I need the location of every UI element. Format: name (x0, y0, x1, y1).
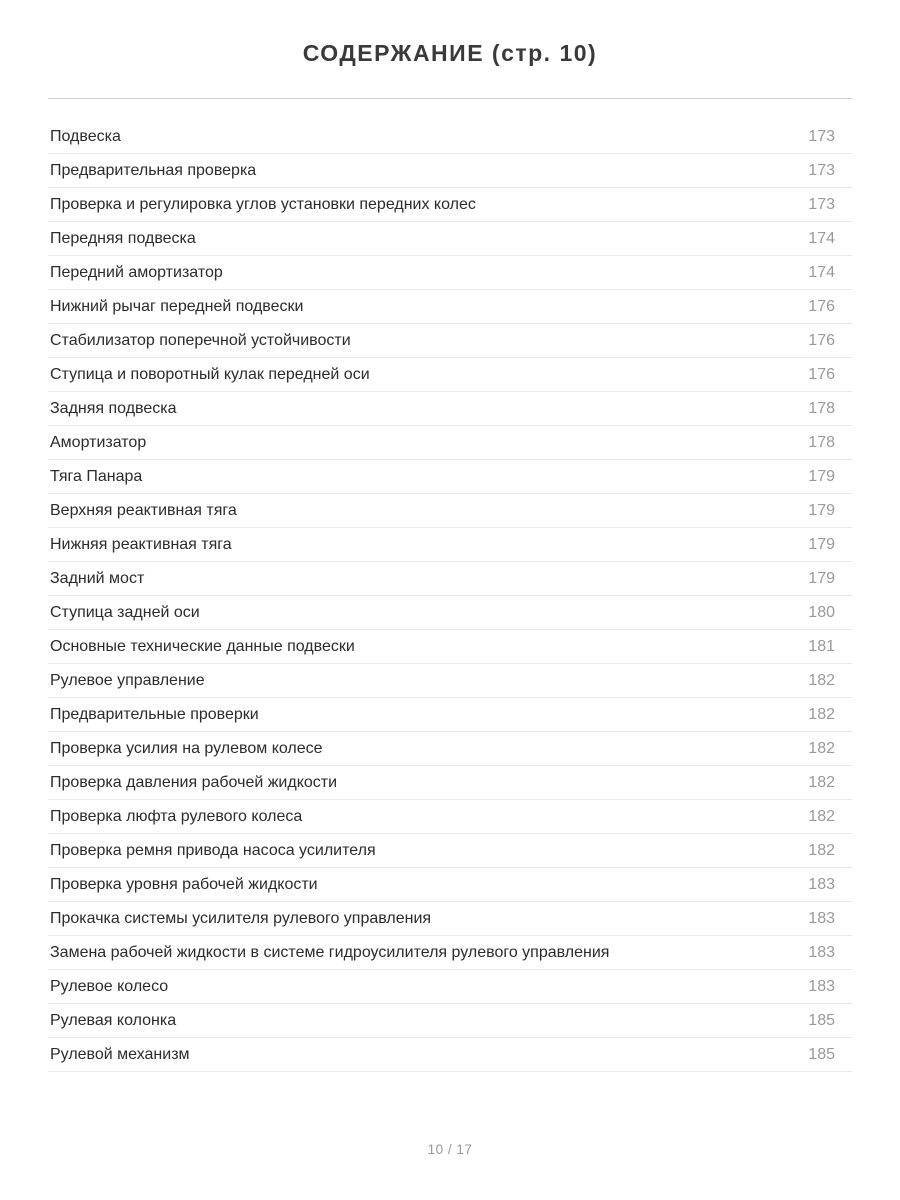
toc-item-label: Задний мост (50, 569, 145, 587)
toc-item-label: Передний амортизатор (50, 263, 223, 281)
toc-item-label: Замена рабочей жидкости в системе гидроусилителя рулевого управления (50, 943, 610, 961)
toc-row[interactable] (48, 766, 852, 800)
toc-row[interactable] (48, 698, 852, 732)
toc-item-label: Рулевое колесо (50, 977, 169, 995)
toc-item-label: Амортизатор (50, 433, 147, 451)
toc-item-label: Рулевая колонка (50, 1011, 177, 1029)
toc-row[interactable] (48, 120, 852, 154)
toc-row[interactable] (48, 936, 852, 970)
toc-row[interactable] (48, 630, 852, 664)
toc-list (48, 120, 852, 1072)
toc-row[interactable] (48, 732, 852, 766)
toc-item-label: Передняя подвеска (50, 229, 196, 247)
toc-row[interactable] (48, 1004, 852, 1038)
toc-item-page-number: 183 (808, 977, 835, 995)
toc-item-label: Проверка усилия на рулевом колесе (50, 739, 323, 757)
toc-item-page-number: 176 (808, 331, 835, 349)
toc-item-label: Стабилизатор поперечной устойчивости (50, 331, 351, 349)
toc-row[interactable] (48, 834, 852, 868)
toc-item-page-number: 173 (808, 127, 835, 145)
toc-item-label: Подвеска (50, 127, 121, 145)
toc-item-label: Нижний рычаг передней подвески (50, 297, 304, 315)
toc-row[interactable] (48, 460, 852, 494)
toc-row[interactable] (48, 902, 852, 936)
toc-row[interactable] (48, 664, 852, 698)
toc-item-page-number: 176 (808, 297, 835, 315)
toc-item-label: Рулевое управление (50, 671, 205, 689)
toc-item-label: Верхняя реактивная тяга (50, 501, 237, 519)
toc-item-page-number: 174 (808, 229, 835, 247)
toc-row[interactable] (48, 970, 852, 1004)
toc-row[interactable] (48, 528, 852, 562)
toc-row[interactable] (48, 426, 852, 460)
toc-item-page-number: 182 (808, 773, 835, 791)
toc-item-label: Предварительные проверки (50, 705, 259, 723)
toc-row[interactable] (48, 868, 852, 902)
toc-row[interactable] (48, 562, 852, 596)
toc-row[interactable] (48, 494, 852, 528)
toc-item-page-number: 181 (808, 637, 835, 655)
page-title: СОДЕРЖАНИЕ (стр. 10) (302, 40, 598, 66)
page-indicator: 10 / 17 (427, 1142, 473, 1157)
toc-item-page-number: 179 (808, 501, 835, 519)
toc-item-page-number: 173 (808, 161, 835, 179)
toc-row[interactable] (48, 256, 852, 290)
toc-item-page-number: 176 (808, 365, 835, 383)
toc-item-page-number: 182 (808, 807, 835, 825)
toc-item-label: Предварительная проверка (50, 161, 257, 179)
toc-item-page-number: 182 (808, 705, 835, 723)
toc-item-page-number: 179 (808, 569, 835, 587)
toc-row[interactable] (48, 290, 852, 324)
toc-row[interactable] (48, 800, 852, 834)
toc-row[interactable] (48, 154, 852, 188)
toc-item-label: Проверка и регулировка углов установки передних колес (50, 195, 476, 213)
title-divider (48, 98, 852, 99)
toc-row[interactable] (48, 358, 852, 392)
toc-item-page-number: 183 (808, 875, 835, 893)
toc-item-label: Основные технические данные подвески (50, 637, 355, 655)
toc-item-label: Проверка ремня привода насоса усилителя (50, 841, 376, 859)
toc-item-page-number: 178 (808, 433, 835, 451)
toc-row[interactable] (48, 1038, 852, 1072)
toc-item-page-number: 182 (808, 671, 835, 689)
toc-item-page-number: 179 (808, 467, 835, 485)
toc-row[interactable] (48, 188, 852, 222)
toc-item-label: Рулевой механизм (50, 1045, 190, 1063)
toc-item-page-number: 182 (808, 841, 835, 859)
toc-row[interactable] (48, 392, 852, 426)
toc-item-label: Прокачка системы усилителя рулевого управления (50, 909, 432, 927)
toc-item-label: Нижняя реактивная тяга (50, 535, 232, 553)
toc-item-label: Проверка уровня рабочей жидкости (50, 875, 318, 893)
toc-item-page-number: 183 (808, 909, 835, 927)
toc-row[interactable] (48, 596, 852, 630)
toc-item-label: Ступица задней оси (50, 603, 200, 621)
toc-item-label: Проверка люфта рулевого колеса (50, 807, 303, 825)
toc-item-page-number: 183 (808, 943, 835, 961)
toc-row[interactable] (48, 222, 852, 256)
toc-item-page-number: 180 (808, 603, 835, 621)
toc-item-page-number: 174 (808, 263, 835, 281)
toc-item-page-number: 178 (808, 399, 835, 417)
toc-item-label: Задняя подвеска (50, 399, 177, 417)
toc-item-label: Тяга Панара (50, 467, 143, 485)
toc-item-page-number: 173 (808, 195, 835, 213)
toc-item-page-number: 179 (808, 535, 835, 553)
toc-item-label: Ступица и поворотный кулак передней оси (50, 365, 370, 383)
toc-item-page-number: 185 (808, 1045, 835, 1063)
toc-item-label: Проверка давления рабочей жидкости (50, 773, 338, 791)
toc-item-page-number: 185 (808, 1011, 835, 1029)
toc-row[interactable] (48, 324, 852, 358)
toc-item-page-number: 182 (808, 739, 835, 757)
